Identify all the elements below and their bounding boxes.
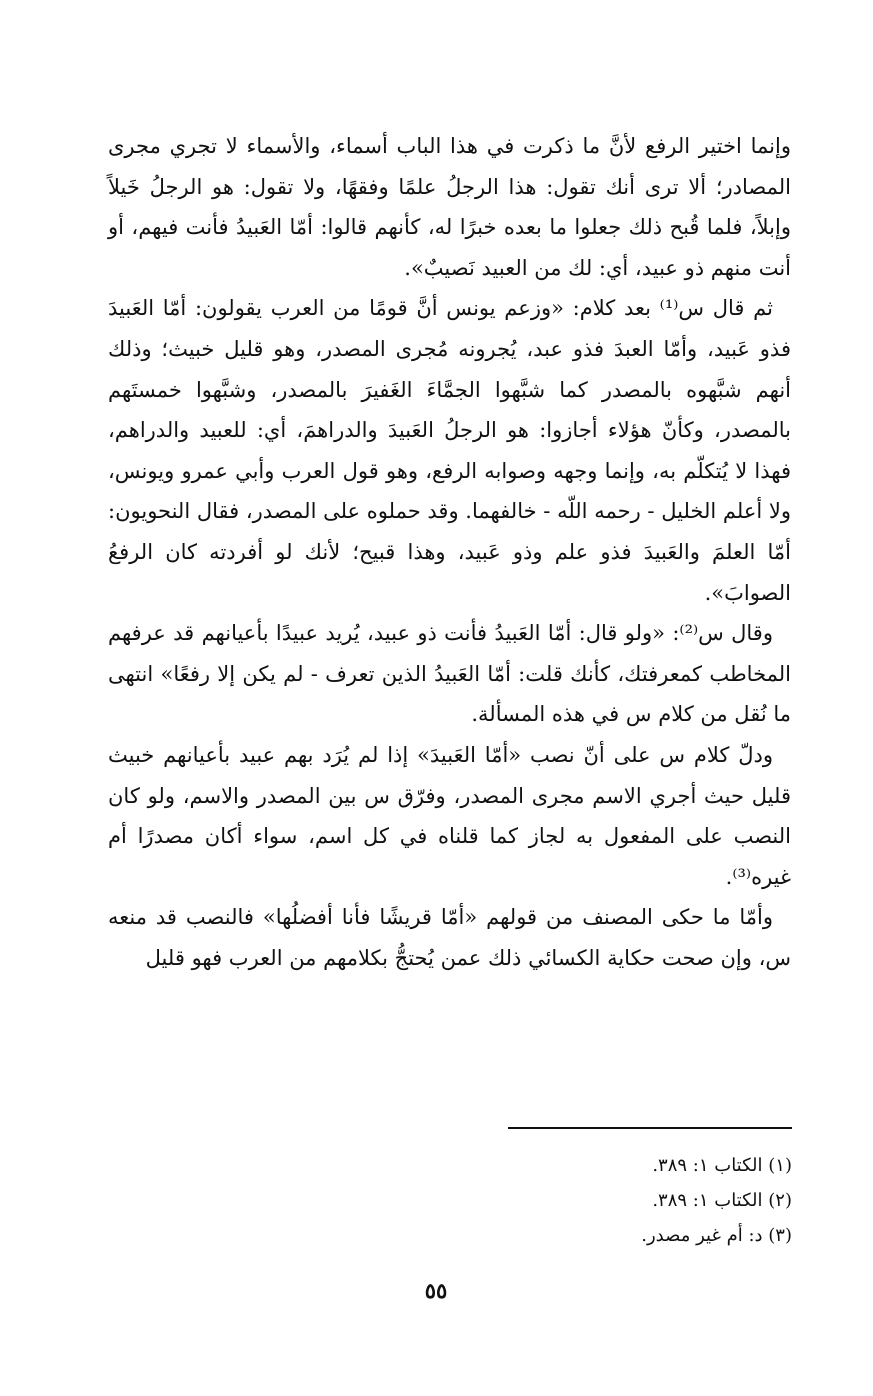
- paragraph: ثم قال س⁽¹⁾ بعد كلام: «وزعم يونس أنَّ قومًا من العرب يقولون: أمّا العَبيدَ فذو عَبيد، وأمّا العبدَ فذو عبد، يُجرونه مُجرى المصدر، وهو قليل خبيث؛ وذلك أنهم شبَّهوه بالمصدر كما شبَّهوا الجمَّاءَ الغَفيرَ بالمصدر، وشبَّهوا خمستَهم بالمصدر، وكأنّ هؤلاء أجازوا: هو الرجلُ العَبيدَ والدراهمَ، أي: للعبيد والدراهم، فهذا لا يُتكلّم به، وإنما وجهه وصوابه الرفع، وهو قول العرب وأبي عمرو ويونس، ولا أعلم الخليل - رحمه اللّه - خالفهما. وقد حملوه على المصدر، فقال النحويون: أمّا العلمَ والعَبيدَ فذو علم وذو عَبيد، وهذا قبيح؛ لأنك لو أفردته كان الرفعُ الصوابَ».: [108, 296, 791, 605]
- footnote: (١) الكتاب ١: ٣٨٩.: [652, 1155, 792, 1176]
- paragraph: وأمّا ما حكى المصنف من قولهم «أمّا قريشًا فأنا أفضلُها» فالنصب قد منعه س، وإن صحت حكاية الكسائي ذلك عمن يُحتجُّ بكلامهم من العرب فهو قليل: [108, 905, 791, 970]
- paragraph: وإنما اختير الرفع لأنَّ ما ذكرت في هذا الباب أسماء، والأسماء لا تجري مجرى المصادر؛ ألا ترى أنك تقول: هذا الرجلُ علمًا وفقهًا، ولا تقول: هو الرجلُ خَيلاً وإبلاً، فلما قُبح ذلك جعلوا ما بعده خبرًا له، كأنهم قالوا: أمّا العَبيدُ فأنت فيهم، أو أنت منهم ذو عبيد، أي: لك من العبيد نَصيبٌ».: [108, 134, 791, 280]
- page-number: ٥٥: [424, 1278, 448, 1303]
- footnote-separator: [508, 1127, 792, 1129]
- footnotes: [400, 1148, 792, 1253]
- paragraph: ودلّ كلام س على أنّ نصب «أمّا العَبيدَ» إذا لم يُرَد بهم عبيد بأعيانهم خبيث قليل حيث أجري الاسم مجرى المصدر، وفرّق س بين المصدر والاسم، ولو كان النصب على المفعول به لجاز كما قلناه في كل اسم، سواء أكان مصدرًا أم غيره⁽³⁾.: [108, 742, 791, 889]
- paragraph: وقال س⁽²⁾: «ولو قال: أمّا العَبيدُ فأنت ذو عبيد، يُريد عبيدًا بأعيانهم قد عرفهم المخاطب كمعرفتك، كأنك قلت: أمّا العَبيدُ الذين تعرف - لم يكن إلا رفعًا» انتهى ما نُقل من كلام س في هذه المسألة.: [108, 621, 791, 727]
- main-text: [108, 126, 791, 978]
- footnote: (٣) د: أم غير مصدر.: [641, 1225, 792, 1246]
- footnote: (٢) الكتاب ١: ٣٨٩.: [652, 1190, 792, 1211]
